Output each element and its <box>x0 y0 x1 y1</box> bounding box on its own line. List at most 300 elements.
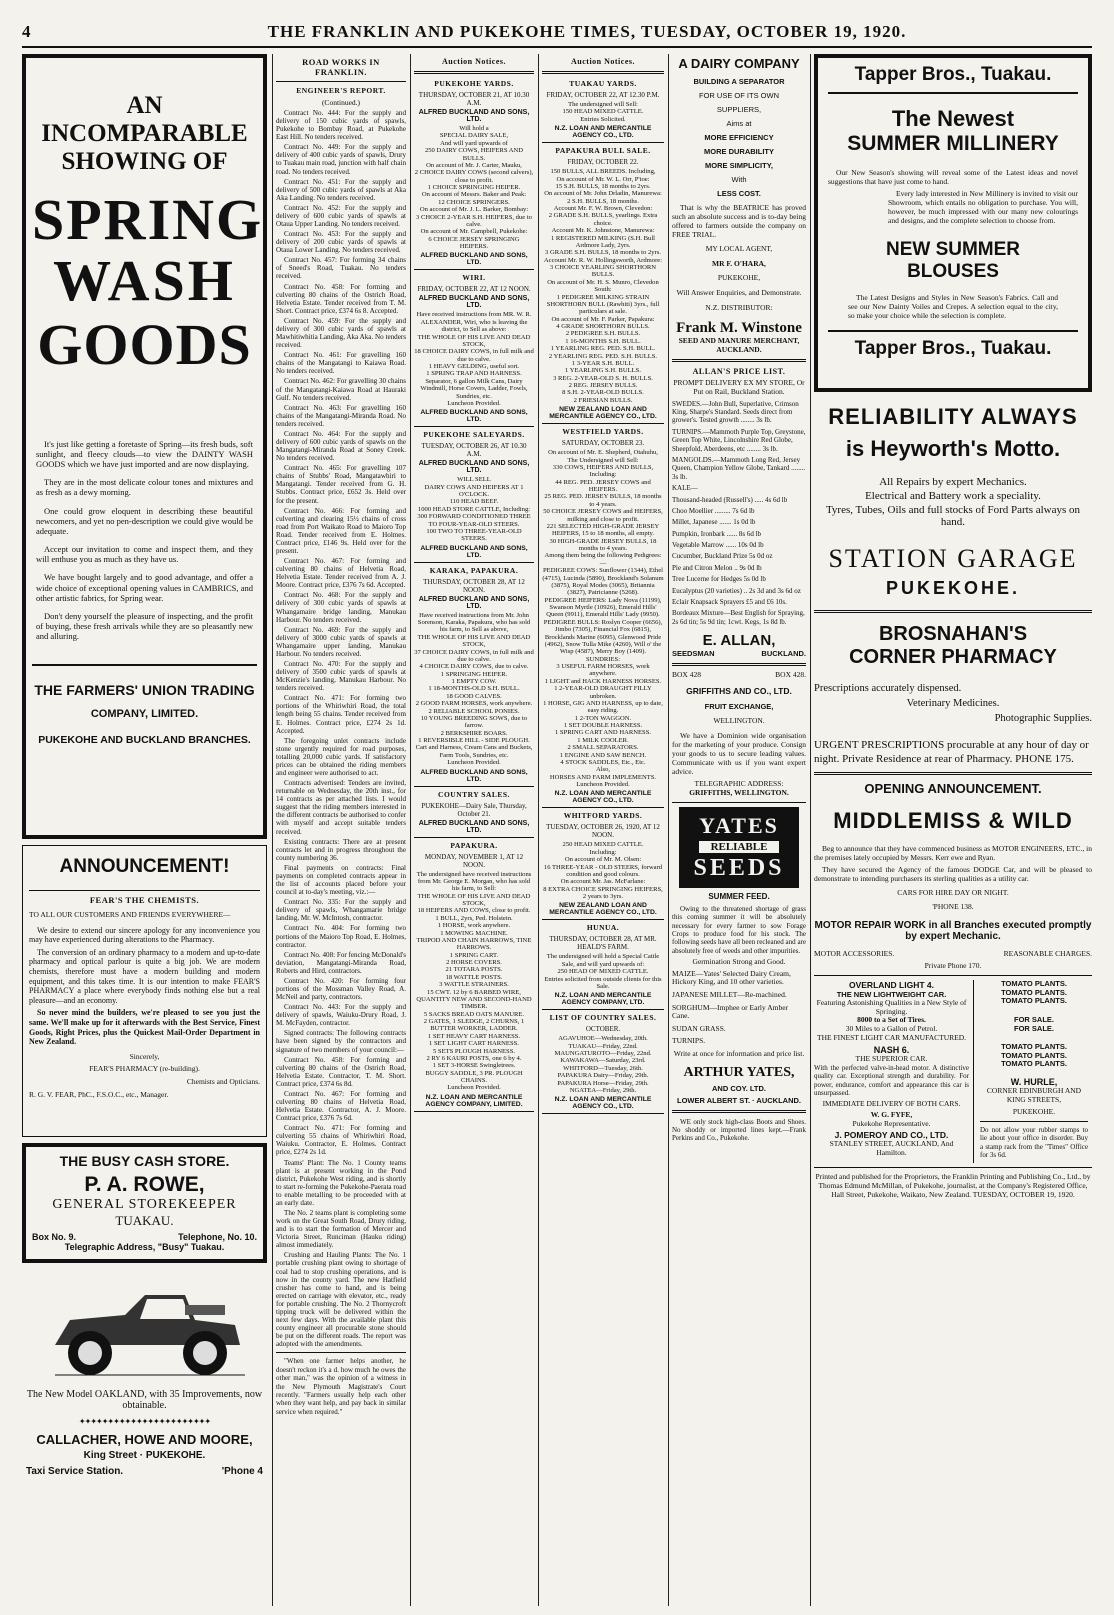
oakland-car-illustration <box>35 1275 255 1385</box>
price-list-item: SWEDES.—John Bull, Superlative, Crimson King, Sharpe's Standard. Seeds direct from grower's. Tested growth ........ 3s lb. <box>672 399 799 425</box>
price-list-item: Bordeaux Mixture—Best English for Spraying, 2s 6d tin; 5s 9d tin; 1cwt. Kegs, 1s 8d lb. <box>672 609 805 626</box>
auction-divider <box>414 269 534 270</box>
auction-lot: 1 16-MONTHS S.H. BULL. <box>565 337 641 345</box>
rowe-telegraphic: Telegraphic Address, "Busy" Tuakau. <box>64 1242 225 1252</box>
fears-paragraph: We desire to extend our sincere apology for any inconvenience you may have experienced during alterations to the Pharmacy. <box>29 925 260 945</box>
auction-lot: 250 HEAD MIXED CATTLE. <box>562 841 644 849</box>
auction-lot: On account of Mr. F. Parker, Papakura: <box>551 315 655 323</box>
nash-paragraph: With the perfected valve-in-head motor. A distinctive quality car. Exceptional strength and durability. For power, endurance, comfort and appearance this car is unsurpassed. <box>814 1063 969 1098</box>
auction-firm: ALFRED BUCKLAND AND SONS, LTD. <box>418 295 530 310</box>
auction-divider <box>542 1113 664 1114</box>
auction-notices-header: Auction Notices. <box>442 57 506 66</box>
overland-line: 30 Miles to a Gallon of Petrol. <box>845 1023 938 1033</box>
contract-paragraph: Contract No. 449: For the supply and delivery of 400 cubic yards of spawls, Drury to Tuakau main road, junction with half chain road. No tenders received. <box>276 143 406 176</box>
auction-lot: 2 YEARLING REG. PED. S.H. BULLS. <box>548 352 658 360</box>
auction-lot: 18 CHOICE DAIRY COWS, in full milk and due to calve. <box>414 348 534 363</box>
oakland-caption: The New Model OAKLAND, with 35 Improvements, now obtainable. <box>26 1389 263 1411</box>
column-3 <box>414 54 534 1606</box>
nash-sub: THE SUPERIOR CAR. <box>855 1054 928 1064</box>
contract-paragraph: Signed contracts: The following contracts have been signed by the contractors and signature of two members of your council:— <box>276 1029 406 1054</box>
auction-divider <box>414 786 534 787</box>
brosnahan-line: Prescriptions accurately dispensed. <box>814 683 962 694</box>
brosnahan-title-2: CORNER PHARMACY <box>849 646 1057 668</box>
price-list-item: TURNIPS.—Mammoth Purple Top, Greystone, Green Top White, Lincolnshire Red Globe, Sheepfold, Aberdeens, etc ........ 3s lb. <box>672 427 806 453</box>
yates-item: SUDAN GRASS. <box>672 1023 726 1033</box>
tomato-sale: FOR SALE. <box>1013 1014 1054 1024</box>
fears-paragraph: So never mind the builders, we're pleased to see you just the same. We'll make up for it afterwards with the Best Service, Finest Goods, Right Prices, plus the Quickest Mail-Order Department in New Zealand. <box>29 1008 260 1047</box>
contract-paragraph: Contract No. 453: For the supply and delivery of 200 cubic yards of spawls at Otaua Lower Landing. No tenders received. <box>276 230 406 255</box>
auction-divider <box>542 807 664 808</box>
tapper-newest: The Newest <box>891 106 1015 131</box>
yates-paragraph: Owing to the threatened shortage of grass this coming summer it will be absolutely necessary for every farmer to sow Forage Crops to produce food for his stock. The following seeds have all been recleaned and are absolutely free of weeds and other impurities. <box>672 904 806 955</box>
auction-lot: PEDIGREE COWS: Sunflower (1344), Ethel (4715), Lucinda (5890), Brockland's Solanum (3875), Royal Modes (3065), Britannia (3827), Patricianne (5268). <box>542 567 664 597</box>
newspaper-title: THE FRANKLIN AND PUKEKOHE TIMES, TUESDAY, OCTOBER 19, 1920. <box>267 22 907 41</box>
overland-delivery: IMMEDIATE DELIVERY OF BOTH CARS. <box>822 1099 961 1109</box>
auction-title: PUKEKOHE YARDS. <box>434 79 514 88</box>
road-works-text <box>276 109 406 1348</box>
auction-date: THURSDAY, OCTOBER 21, AT 10.30 A.M. <box>418 91 530 107</box>
tapper-bros-ad <box>814 54 1092 392</box>
auction-date: OCTOBER. <box>585 1025 621 1034</box>
announcement-title: ANNOUNCEMENT! <box>59 856 230 877</box>
heyworth-headline: RELIABILITY ALWAYS <box>828 404 1078 429</box>
auction-lot: 300 FORWARD CONDITIONED THREE TO FOUR-YEAR-OLD STEERS. <box>417 513 531 528</box>
contract-paragraph: Teams' Plant: The No. 1 County teams plant is at present working in the Pond district, Pukekohe West riding, and is shortly to start re-forming the Pukekohe-Paerata road to enable metalling to be proceeded with at an early date. <box>276 1158 406 1207</box>
oakland-firm: CALLACHER, HOWE AND MOORE, <box>36 1432 253 1447</box>
auction-lot: 1 MILK COOLER. <box>577 736 629 744</box>
ad-headline-1: AN INCOMPARABLE <box>41 92 248 147</box>
auction-lot: 3 WATTLE STRAINERS. <box>439 981 509 989</box>
auction-firm: ALFRED BUCKLAND AND SONS, LTD. <box>418 819 530 834</box>
contract-paragraph: Contract No. 462: For gravelling 30 chains of the Mangatangi-Kaiawa Road at Hauraki Gulf. No tenders received. <box>276 377 406 402</box>
auction-signature: N.Z. LOAN AND MERCANTILE AGENCY CO., LTD. <box>554 1096 652 1111</box>
auction-lot: 1 3-YEAR S.H. BULL. <box>571 359 635 367</box>
price-list-item: Pumpkin, Ironbark ...... 8s 6d lb <box>672 529 762 538</box>
tapper-paragraph: The Latest Designs and Styles in New Season's Fabrics. Call and see our New Dainty Voiles and Crepes. A selection equal to the city, so make your choice while the selection is complete. <box>848 293 1058 320</box>
oakland-street: King Street · PUKEKOHE. <box>83 1450 206 1461</box>
rowe-name: P. A. ROWE, <box>84 1173 205 1196</box>
auction-lot: 4 STOCK SADDLES, Etc., Etc. <box>560 758 646 766</box>
oakland-divider: ✦✦✦✦✦✦✦✦✦✦✦✦✦✦✦✦✦✦✦✦✦✦✦ <box>78 1417 211 1426</box>
auction-date: FRIDAY, OCTOBER 22. <box>567 158 639 167</box>
auction-lot: On account of Mr. M. Olsen: <box>564 856 642 864</box>
auction-lot: NGATEA—Friday, 29th. <box>569 1086 637 1094</box>
contract-paragraph: Contract No. 471: For forming and culverting 55 chains of Whiriwhiri Road, Waiuku. Contractor, E. Holmes. Contract price, £274 2s 1d. <box>276 1124 406 1157</box>
continued-label: (Continued.) <box>321 98 361 107</box>
farmers-union-ad <box>22 54 267 839</box>
dairy-line: MORE DURABILITY <box>704 147 774 156</box>
auction-block <box>542 923 664 1010</box>
auction-lot: Luncheon Provided. <box>447 399 501 407</box>
auction-firm: ALFRED BUCKLAND AND SONS, LTD. <box>418 595 530 610</box>
tapper-paragraph: Every lady interested in New Millinery is invited to visit our Showroom, which entails no obligation to purchase. You will, however, be much impressed with our many new colourings and designs, and the complete selection to choose from. <box>888 189 1078 225</box>
auction-lot: 5 SACKS BREAD OATS MANURE. <box>423 1010 525 1018</box>
auction-lot: On account of Mr. E. Shepherd, Otahuhu, <box>548 449 658 457</box>
auction-lot: 1 PEDIGREE MILKING STRAIN SHORTHORN BULL (Rawhiti) 3yrs., full particulars at sale. <box>546 293 660 316</box>
griffiths-telegraphic-2: GRIFFITHS, WELLINGTON. <box>689 788 789 798</box>
overland-line: Featuring Astonishing Qualities in a New Style of Springing. <box>816 998 967 1016</box>
ad-headline-5: GOODS <box>37 311 252 377</box>
yates-logo-1: YATES <box>699 812 779 838</box>
contract-paragraph: Contract No. 461: For gravelling 160 chains of the Mangatangi to Kaiawa Road. No tenders received. <box>276 351 406 376</box>
auction-lot: 2 PEDIGREE S.H. BULLS. <box>565 330 641 338</box>
auction-date: THURSDAY, OCTOBER 28, AT MR. HEALD'S FARM. <box>549 935 657 952</box>
auction-lot: 2 RY 6 KAURI POSTS, one 6 by 4. <box>426 1054 522 1062</box>
auction-list-2 <box>542 79 664 1114</box>
column-rule <box>668 54 669 1606</box>
heyworth-motto: is Heyworth's Motto. <box>845 436 1061 461</box>
dairy-line: LESS COST. <box>717 189 761 198</box>
auction-title: TUAKAU YARDS. <box>569 79 637 88</box>
auction-firm: ALFRED BUCKLAND AND SONS, LTD. <box>418 109 530 123</box>
brosnahan-line: Photographic Supplies. <box>994 713 1092 724</box>
auction-lot: 1 SET HEAVY CART HARNESS. <box>427 1032 521 1040</box>
auction-lot: Also, <box>595 766 611 774</box>
contract-paragraph: Contract No. 470: For the supply and delivery of 3500 cubic yards of spawls at McKenzie's landing, Manukau Harbour. No tenders received. <box>276 660 406 693</box>
auction-lot: 2 GATES, 1 SLEDGE, 2 CHURNS, 1 BUTTER WORKER, LADDER. <box>423 1018 525 1033</box>
auction-lot: 150 BULLS, ALL BREEDS. Including, <box>550 168 656 176</box>
auction-lot: 18 HEIFERS AND COWS, close to profit. <box>417 907 531 915</box>
allan-price-list-ad <box>672 367 806 658</box>
allan-items <box>672 400 806 627</box>
auction-divider <box>542 1009 664 1010</box>
auction-lot: HORSES AND FARM IMPLEMENTS. <box>549 773 657 781</box>
auction-lot: 1 ENGINE AND SAW BENCH. <box>559 751 647 759</box>
yates-logo <box>679 807 799 888</box>
auction-lot: THE WHOLE OF HIS LIVE AND DEAD STOCK, <box>417 333 531 348</box>
contract-paragraph: Existing contracts: There are at present contracts let and in progress throughout the county numbering 36. <box>276 837 406 862</box>
auction-title: PAPAKURA. <box>450 840 498 850</box>
contract-paragraph: Contract No. 451: For the supply and delivery of 500 cubic yards of spawls at Aka Aka Landing. No tenders received. <box>276 177 406 202</box>
road-works-title: ROAD WORKS IN FRANKLIN. <box>302 57 380 77</box>
auction-lot: 3 USEFUL FARM HORSES, work anywhere. <box>556 663 650 678</box>
ad-headline-3: SPRING <box>32 187 264 252</box>
contract-paragraph: Contract No. 463: For gravelling 160 chains of the Mangatangi-Miranda Road. No tenders received. <box>276 403 406 428</box>
auction-lot: Cart and Harness, Cream Cans and Buckets, Farm Tools, Sundries, etc. <box>415 744 533 759</box>
auction-lot: SUNDRIES: <box>585 655 621 663</box>
tomato-ad <box>974 980 1088 1162</box>
ad-headline-4: WASH <box>53 248 236 313</box>
farmers-firm-name-2: COMPANY, LIMITED. <box>90 707 199 720</box>
contract-paragraph: Contract No. 443: For the supply and delivery of spawls, Waiuku-Drury Road, J. M. McFayden, contractor. <box>276 1003 406 1028</box>
farmers-branches: PUKEKOHE AND BUCKLAND BRANCHES. <box>38 733 251 746</box>
auction-title: KARAKA, PAPAKURA. <box>429 565 519 575</box>
yates-firm-2: AND COY. LTD. <box>711 1083 767 1093</box>
contract-paragraph: Contract No. 452: For the supply and delivery of 600 cubic yards of spawls at Otaua Upper Landing. No tenders received. <box>276 203 406 229</box>
auction-list-1 <box>414 79 534 1112</box>
ad-paragraph: We have bought largely and to good advantage, and offer a wide choice of exceptional opening values in CAMBRICS, and other artistic fabrics, for Spring wear. <box>36 572 253 603</box>
auction-lot: Have received instructions from Mr. John Sorenson, Karaka, Papakura, who has sold his farm, to Sell as above, <box>417 611 531 634</box>
griffiths-ad <box>672 671 806 798</box>
dairy-line: FOR USE OF ITS OWN <box>699 91 779 100</box>
heyworth-line: Tyres, Tubes, Oils and full stocks of Ford Parts always on hand. <box>825 504 1081 528</box>
auction-lot: KAWAKAWA—Saturday, 23rd. <box>560 1057 646 1065</box>
ad-paragraph: It's just like getting a foretaste of Spring—its fresh buds, soft sunlight, and fleecy clouds—to view the DAINTY WASH GOODS which we have just imported and are now displaying. <box>36 438 253 469</box>
auction-lot: 3 CHOICE YEARLING SHORTHORN BULLS. <box>549 264 657 279</box>
auction-title: WHITFORD YARDS. <box>563 811 643 821</box>
price-list-item: Millet, Japanese ....... 1s 0d lb <box>672 518 756 527</box>
auction-lot: Account Mr. R. W. Hollingsworth, Ardmore: <box>543 256 663 264</box>
rowe-title: THE BUSY CASH STORE. <box>59 1153 230 1169</box>
auction-lot: The Undersigned will Sell: <box>567 456 639 464</box>
auction-lot: PEDIGREE BULLS: Roslyn Cooper (6656), Jimbo (7305), Financial Fox (6815), Brocklands Marine (6095), Glenwood Pride (4962), Snow Tulla Mike (4260), Will o' the Wisp (4587), Merry Boy (1409). <box>543 618 663 656</box>
price-list-item: Choo Moellier ......... 7s 6d lb <box>672 506 755 515</box>
auction-lot: 18 WATTLE POSTS. <box>445 973 503 981</box>
auction-lot: TUAKAU—Friday, 22nd. <box>568 1042 638 1050</box>
auction-lot: 250 HEAD OF MIXED CATTLE. <box>557 968 649 976</box>
auction-lot: 2 S.H. BULLS, 18 months. <box>567 197 639 205</box>
griffiths-place: WELLINGTON. <box>713 715 765 725</box>
auction-lot: 2 CHOICE DAIRY COWS (second calvers), close to profit. <box>414 169 534 184</box>
auction-block <box>414 566 534 787</box>
brosnahan-ad <box>814 623 1092 767</box>
publishers-imprint: Printed and published for the Proprietors, the Franklin Printing and Publishing Co., Ltd., by Thomas Edmund McMillan, of Pukekohe, journalist, at the Company's Registered Office, Hall Street, Pukekohe, Waikato, New Zealand. TUESDAY, OCTOBER 19, 1920. <box>815 1171 1091 1199</box>
nash-title: NASH 6. <box>873 1045 910 1056</box>
dairy-line: BUILDING A SEPARATOR <box>693 77 785 86</box>
auction-lot: 1 REVERSIBLE HILL - SIDE PLOUGH. <box>418 737 530 744</box>
rowe-phone: Telephone, No. 10. <box>178 1232 257 1242</box>
auction-lot: 2 GRADE S.H. BULLS, yearlings. Extra choice. <box>548 212 658 227</box>
auction-lot: 2 SMALL SEPARATORS. <box>567 744 639 752</box>
middlemiss-paragraph: Beg to announce that they have commenced business as MOTOR ENGINEERS, ETC., in the premises lately occupied by Messrs. Kerr ewe and Ryan. <box>814 843 1092 862</box>
dairy-distributor: N.Z. DISTRIBUTOR: <box>705 302 773 312</box>
auction-block <box>414 841 534 1112</box>
auction-lot: Among them being the following Pedigrees:— <box>544 552 662 567</box>
auction-signature: ALFRED BUCKLAND AND SONS, LTD. <box>420 768 528 783</box>
tomato-line: TOMATO PLANTS. <box>1001 987 1067 997</box>
auction-divider <box>414 426 534 427</box>
contract-paragraph: Contract No. 467: For forming and culverting 80 chains of Helvetia Road, Helvetia Estate. Contractor, A. J. Moore. Contract price, £376 7s 6d. <box>276 1089 406 1123</box>
dairy-line: MORE SIMPLICITY, <box>705 161 773 170</box>
middlemiss-repair: MOTOR REPAIR WORK in all Branches executed promptly by expert Mechanic. <box>814 919 1092 942</box>
auction-lot: 1 YEARLING REG. PED. S.H. BULL. <box>550 345 656 353</box>
griffiths-box: BOX 428. <box>775 670 806 680</box>
auction-lot: On account of Mr. John Drladin, Manurewa: <box>544 190 662 198</box>
overland-agent: W. G. FYFE, <box>870 1110 913 1120</box>
contract-paragraph: Contract No. 335: For the supply and delivery of spawls, Whangamarie bridge landing, Mr. W. McIntosh, contractor. <box>276 898 406 923</box>
contract-paragraph: Final payments on contracts: Final payments on completed contracts appear in the list of accounts placed before your council at to-day's meeting, viz.:— <box>276 863 406 897</box>
price-list-item: Thousand-headed (Russell's) ..... 4s 6d lb <box>672 495 788 504</box>
dairy-paragraph: That is why the BEATRICE has proved such an absolute success and is to-day being offered to farmers outside the company on FREE TRIAL. <box>672 203 806 239</box>
auction-date: TUESDAY, OCTOBER 26, 1920, AT 12 NOON. <box>546 823 660 840</box>
griffiths-paragraph: We have a Dominion wide organisation for the marketing of your produce. Consign your goods to us to secure leading values. Communicate with us if you want expert advice. <box>672 731 806 777</box>
contract-paragraph: Contract No. 404: For forming two portions of the Maioro Top Road, E. Holmes, contractor. <box>276 924 406 949</box>
auction-lot: 37 CHOICE DAIRY COWS, in full milk and due to calve. <box>414 648 534 663</box>
auction-lot: On account of Mr. J. Carter, Mauku, <box>426 161 522 169</box>
fears-salutation: TO ALL OUR CUSTOMERS AND FRIENDS EVERYWHERE— <box>29 910 231 919</box>
auction-signature: N.Z. LOAN AND MERCANTILE AGENCY CO., LTD. <box>554 125 652 140</box>
column-5 <box>672 54 806 1606</box>
auction-lot: 8 S.H. 2-YEAR-OLD BULLS. <box>562 389 644 397</box>
contract-paragraph: Contract No. 458: For forming and culverting 80 chains of the Ostrich Road, Helvetia Estate. Contractor, T. M. Short. Contract price, £374 6s 8d. <box>276 1055 406 1088</box>
dairy-line: MORE EFFICIENCY <box>704 133 774 142</box>
allan-place: BUCKLAND. <box>761 649 806 659</box>
auction-lot: 1 HEAVY GELDING, useful sort. <box>428 363 520 370</box>
overland-line: THE FINEST LIGHT CAR MANUFACTURED. <box>817 1032 966 1042</box>
auction-lot: On account of Messrs. Baker and Peak: <box>421 191 527 199</box>
contract-paragraph: Contracts advertised: Tenders are invited, returnable on Wednesday, the 20th inst., for 14 contracts as per attached lists. I would suggest that the riding members interested in the different contracts be authorised to confer with myself and accept suitable tenders received. <box>276 779 406 836</box>
column-1 <box>22 54 267 1606</box>
auction-date: FRIDAY, OCTOBER 22, AT 12 NOON. <box>417 285 531 294</box>
auction-block <box>542 811 664 920</box>
dairy-agent-name: MR F. O'HARA, <box>712 258 766 268</box>
griffiths-title: GRIFFITHS AND CO., LTD. <box>686 685 792 696</box>
overland-ad <box>814 980 974 1162</box>
auction-lot: 3 CHOICE 2-YEAR S.H. HEIFERS, due to calve. <box>416 213 532 228</box>
auction-lot: 1 REGISTERED MILKING (S.H. Bull Ardmore Lady, 2yrs. <box>550 234 656 249</box>
brosnahan-line: Veterinary Medicines. <box>906 698 1000 709</box>
auction-lot: 1 SET LIGHT CART HARNESS. <box>429 1040 519 1048</box>
auction-lot: The undersigned have received instructions from Mr. George E. Morgan, who has sold his farm, to Sell: <box>416 870 532 893</box>
ad-paragraph: One could grow eloquent in describing these beautiful newcomers, and yet no pen-description we could give would be adequate. <box>36 505 253 536</box>
yates-address: LOWER ALBERT ST. · AUCKLAND. <box>676 1095 802 1105</box>
auction-divider <box>414 837 534 838</box>
rowe-place: TUAKAU. <box>115 1213 174 1228</box>
auction-lot: On account of Mr. W. L. Orr, P'toe: <box>556 175 650 183</box>
column-rule <box>272 54 273 1606</box>
contract-paragraph: Contract No. 469: For the supply and delivery of 3000 cubic yards of spawls at Whangamaire upper landing, Manukau Harbour. No tenders received. <box>276 625 406 658</box>
auction-lot: 1 SPRINGING HEIFER. <box>440 670 508 678</box>
tapper-bottom: Tapper Bros., Tuakau. <box>828 330 1078 360</box>
middlemiss-title: MIDDLEMISS & WILD <box>833 807 1073 833</box>
auction-block <box>414 79 534 270</box>
auction-lot: 1 HORSE, work anywhere. <box>437 922 511 930</box>
auction-lot: 2 HORSE COVERS. <box>446 959 502 966</box>
auction-date: MONDAY, NOVEMBER 1, AT 12 NOON. <box>424 852 524 869</box>
oakland-ad <box>22 1269 267 1479</box>
auction-lot: Including: <box>589 848 617 856</box>
brosnahan-title: BROSNAHAN'S <box>878 623 1028 645</box>
auction-lot: 1 HORSE, GIG AND HARNESS, up to date, easy riding. <box>543 699 663 715</box>
middlemiss-hire: CARS FOR HIRE DAY OR NIGHT. <box>897 887 1009 897</box>
auction-lot: 6 CHOICE JERSEY SPRINGING HEIFERS. <box>428 235 520 250</box>
auction-block <box>542 1013 664 1114</box>
auction-lot: 4 GRADE SHORTHORN BULLS. <box>556 323 650 330</box>
auction-lot: On account of Mr. Campbell, Pukekohe: <box>420 228 528 236</box>
auction-lot: Will hold a <box>459 125 489 132</box>
auction-lot: Entries Solicited. <box>580 115 626 123</box>
middlemiss-phone: 'PHONE 138. <box>932 902 974 912</box>
column-4 <box>542 54 664 1606</box>
fears-announcement-ad <box>22 845 267 1137</box>
auction-lot: Luncheon Provided. <box>576 781 630 788</box>
contract-paragraph: Contract No. 458: For forming and culverting 80 chains of the Ostrich Road, Helvetia Estate. Tender received from T. M. Short. Contract price, £374 6s 8. Accepted. <box>276 282 406 315</box>
auction-lot: 1 CHOICE SPRINGING HEIFER. <box>427 184 521 191</box>
auction-lot: 1 YEARLING S.H. BULLS. <box>565 367 641 375</box>
contract-paragraph: The No. 2 teams plant is completing some work on the Great South Road, Drury riding, and is to start the formation of Mercer and Victoria Street, Runciman (Hauku riding) almost immediately. <box>276 1209 406 1250</box>
auction-lot: The undersigned will Sell: <box>568 101 638 108</box>
hurle-place: PUKEKOHE. <box>1012 1107 1056 1117</box>
price-list-item: KALE— <box>672 484 698 493</box>
auction-date: SATURDAY, OCTOBER 23. <box>561 439 645 448</box>
dairy-agent-place: PUKEKOHE, <box>717 273 761 283</box>
allan-seedsman: SEEDSMAN <box>672 649 715 659</box>
price-list-item: Eclair Knapsack Sprayers £5 and £6 10s. <box>672 598 787 607</box>
auction-lot: 2 GOOD FARM HORSES, work anywhere. <box>415 700 533 708</box>
auction-lot: 1 SET 3-HORSE Swingletrees. <box>432 1062 516 1070</box>
tomato-line: TOMATO PLANTS. <box>1001 996 1067 1006</box>
dairy-title: A DAIRY COMPANY <box>678 56 800 71</box>
allan-name: E. ALLAN, <box>702 632 776 650</box>
contract-paragraph: Contract No. 466: For forming and culverting and clearing 15½ chains of cross road from Port Waikato Road to Maioro Top Road. Tender received from E. Holmes. Contract price, £146 9s. Held over for the present. <box>276 506 406 555</box>
auction-lot: 21 TOTARA POSTS. <box>445 966 503 974</box>
auction-notices-header: Auction Notices. <box>571 57 635 66</box>
auction-lot: 1 SPRING CART. <box>449 951 499 959</box>
auction-signature: ALFRED BUCKLAND AND SONS, LTD. <box>420 544 528 559</box>
auction-title: WESTFIELD YARDS. <box>562 427 644 437</box>
auction-lot: 1 BULL, 2yrs, Ped. Holstein. <box>435 914 513 922</box>
contract-paragraph: Contract No. 459: For the supply and delivery of 300 cubic yards of spawls at Mawhitiwhitia Landing, Aka Aka. No tenders received. <box>276 316 406 350</box>
ad-paragraph: Don't deny yourself the pleasure of inspecting, and the profit of buying, these fresh arrivals while they are so pleasantly new and alluring. <box>36 611 253 642</box>
auction-date: FRIDAY, OCTOBER 22, AT 12.30 P.M. <box>546 91 660 99</box>
auction-lot: MAUNGATUROTO—Friday, 22nd. <box>554 1050 652 1057</box>
fears-signature: FEAR'S PHARMACY (re-building). <box>89 1064 200 1074</box>
auction-block <box>414 430 534 562</box>
yates-germination: Germination Strong and Good. <box>692 957 786 967</box>
auction-lot: Account Mr. K. Johnstone, Manurewa: <box>551 227 655 235</box>
yates-logo-2: RELIABLE <box>699 841 779 853</box>
griffiths-sub: FRUIT EXCHANGE, <box>704 701 774 711</box>
auction-signature: NEW ZEALAND LOAN AND MERCANTILE AGENCY CO., LTD. <box>549 902 657 917</box>
oakland-phone: 'Phone 4 <box>221 1466 263 1477</box>
dairy-will: Will Answer Enquiries, and Demonstrate. <box>676 287 802 297</box>
auction-block <box>542 146 664 424</box>
oakland-service: Taxi Service Station. <box>26 1466 124 1477</box>
column-rule <box>538 54 539 1606</box>
contract-paragraph: The foregoing unlet contracts include stone urgently required for road purposes, totalling 20,000 cubic yards. If satisfactory prices can be obtained the riding members and engineer were authorised to act. <box>276 736 406 778</box>
yates-firm: ARTHUR YATES, <box>683 1064 795 1080</box>
auction-lot: 250 DAIRY COWS, HEIFERS AND BULLS. <box>424 147 524 162</box>
tomato-line: TOMATO PLANTS. <box>1001 1042 1067 1052</box>
auction-block <box>414 790 534 838</box>
auction-signature: ALFRED BUCKLAND AND SONS, LTD. <box>420 409 528 424</box>
station-garage: STATION GARAGE <box>828 544 1078 573</box>
overland-title: OVERLAND LIGHT 4. <box>848 980 934 991</box>
auction-divider <box>542 919 664 920</box>
auction-lot: 1 18-MONTHS-OLD S.H. BULL. <box>428 685 520 693</box>
auction-title: HUNUA. <box>586 923 620 933</box>
price-list-item: Vegetable Marrow ...... 10s 0d lb <box>672 541 764 550</box>
tomato-line: TOMATO PLANTS. <box>1001 979 1067 989</box>
contract-paragraph: Contract No. 420: For forming four portions of the Mossman Valley Road, A. McNeil and party, contractors. <box>276 976 406 1002</box>
auction-firm: ALFRED BUCKLAND AND SONS, LTD. <box>418 460 530 475</box>
contract-paragraph: Contract No. 468: For the supply and delivery of 300 cubic yards of spawls at Whangamaire bridge landing, Manukau Harbour. No tenders received. <box>276 591 406 624</box>
auction-lot: 1 2-YEAR-OLD DRAUGHT FILLY unbroken. <box>554 685 652 700</box>
contract-paragraph: Contract No. 457: For forming 34 chains of Sneed's Road, Tuakau. No tenders received. <box>276 256 406 281</box>
auction-lot: BUGGY SADDLE, 3 PR. PLOUGH CHAINS. <box>425 1069 523 1084</box>
auction-date: TUESDAY, OCTOBER 26, AT 10.30 A.M. <box>421 442 527 459</box>
dairy-company-ad <box>672 56 806 354</box>
auction-lot: 1 LIGHT and HACK HARNESS HORSES. <box>544 677 662 685</box>
tomato-line: TOMATO PLANTS. <box>1001 1059 1067 1069</box>
auction-lot: And will yard upwards of <box>440 139 508 147</box>
auction-block <box>542 427 664 808</box>
tapper-blouses: BLOUSES <box>907 261 999 282</box>
station-place: PUKEKOHE. <box>885 578 1020 598</box>
auction-title: WIRI. <box>462 273 486 283</box>
auction-lot: Account Mr. F. W. Brown, Clevedon: <box>553 205 653 212</box>
fears-sincerely: Sincerely, <box>129 1051 160 1061</box>
auction-lot: 150 HEAD MIXED CATTLE. <box>562 108 644 116</box>
contract-paragraph: Contract No. 408: For fencing McDonald's deviation, Mangatangi-Miranda Road, Roberts and Hird, contractors. <box>276 950 406 975</box>
auction-lot: 100 TWO TO THREE-YEAR-OLD STEERS. <box>426 527 522 543</box>
overland-agent-role: Pukekohe Representative. <box>852 1118 931 1128</box>
brosnahan-urgent: URGENT PRESCRIPTIONS procurable at any hour of day or night. Private Residence at rear of Pharmacy. PHONE 175. <box>814 739 1089 766</box>
auction-block <box>542 79 664 143</box>
auction-lot: 110 HEAD BEEF. <box>449 498 499 506</box>
auction-lot: WILL SELL <box>457 476 491 484</box>
auction-lot: PAPAKURA Horse—Friday, 29th. <box>557 1079 649 1087</box>
